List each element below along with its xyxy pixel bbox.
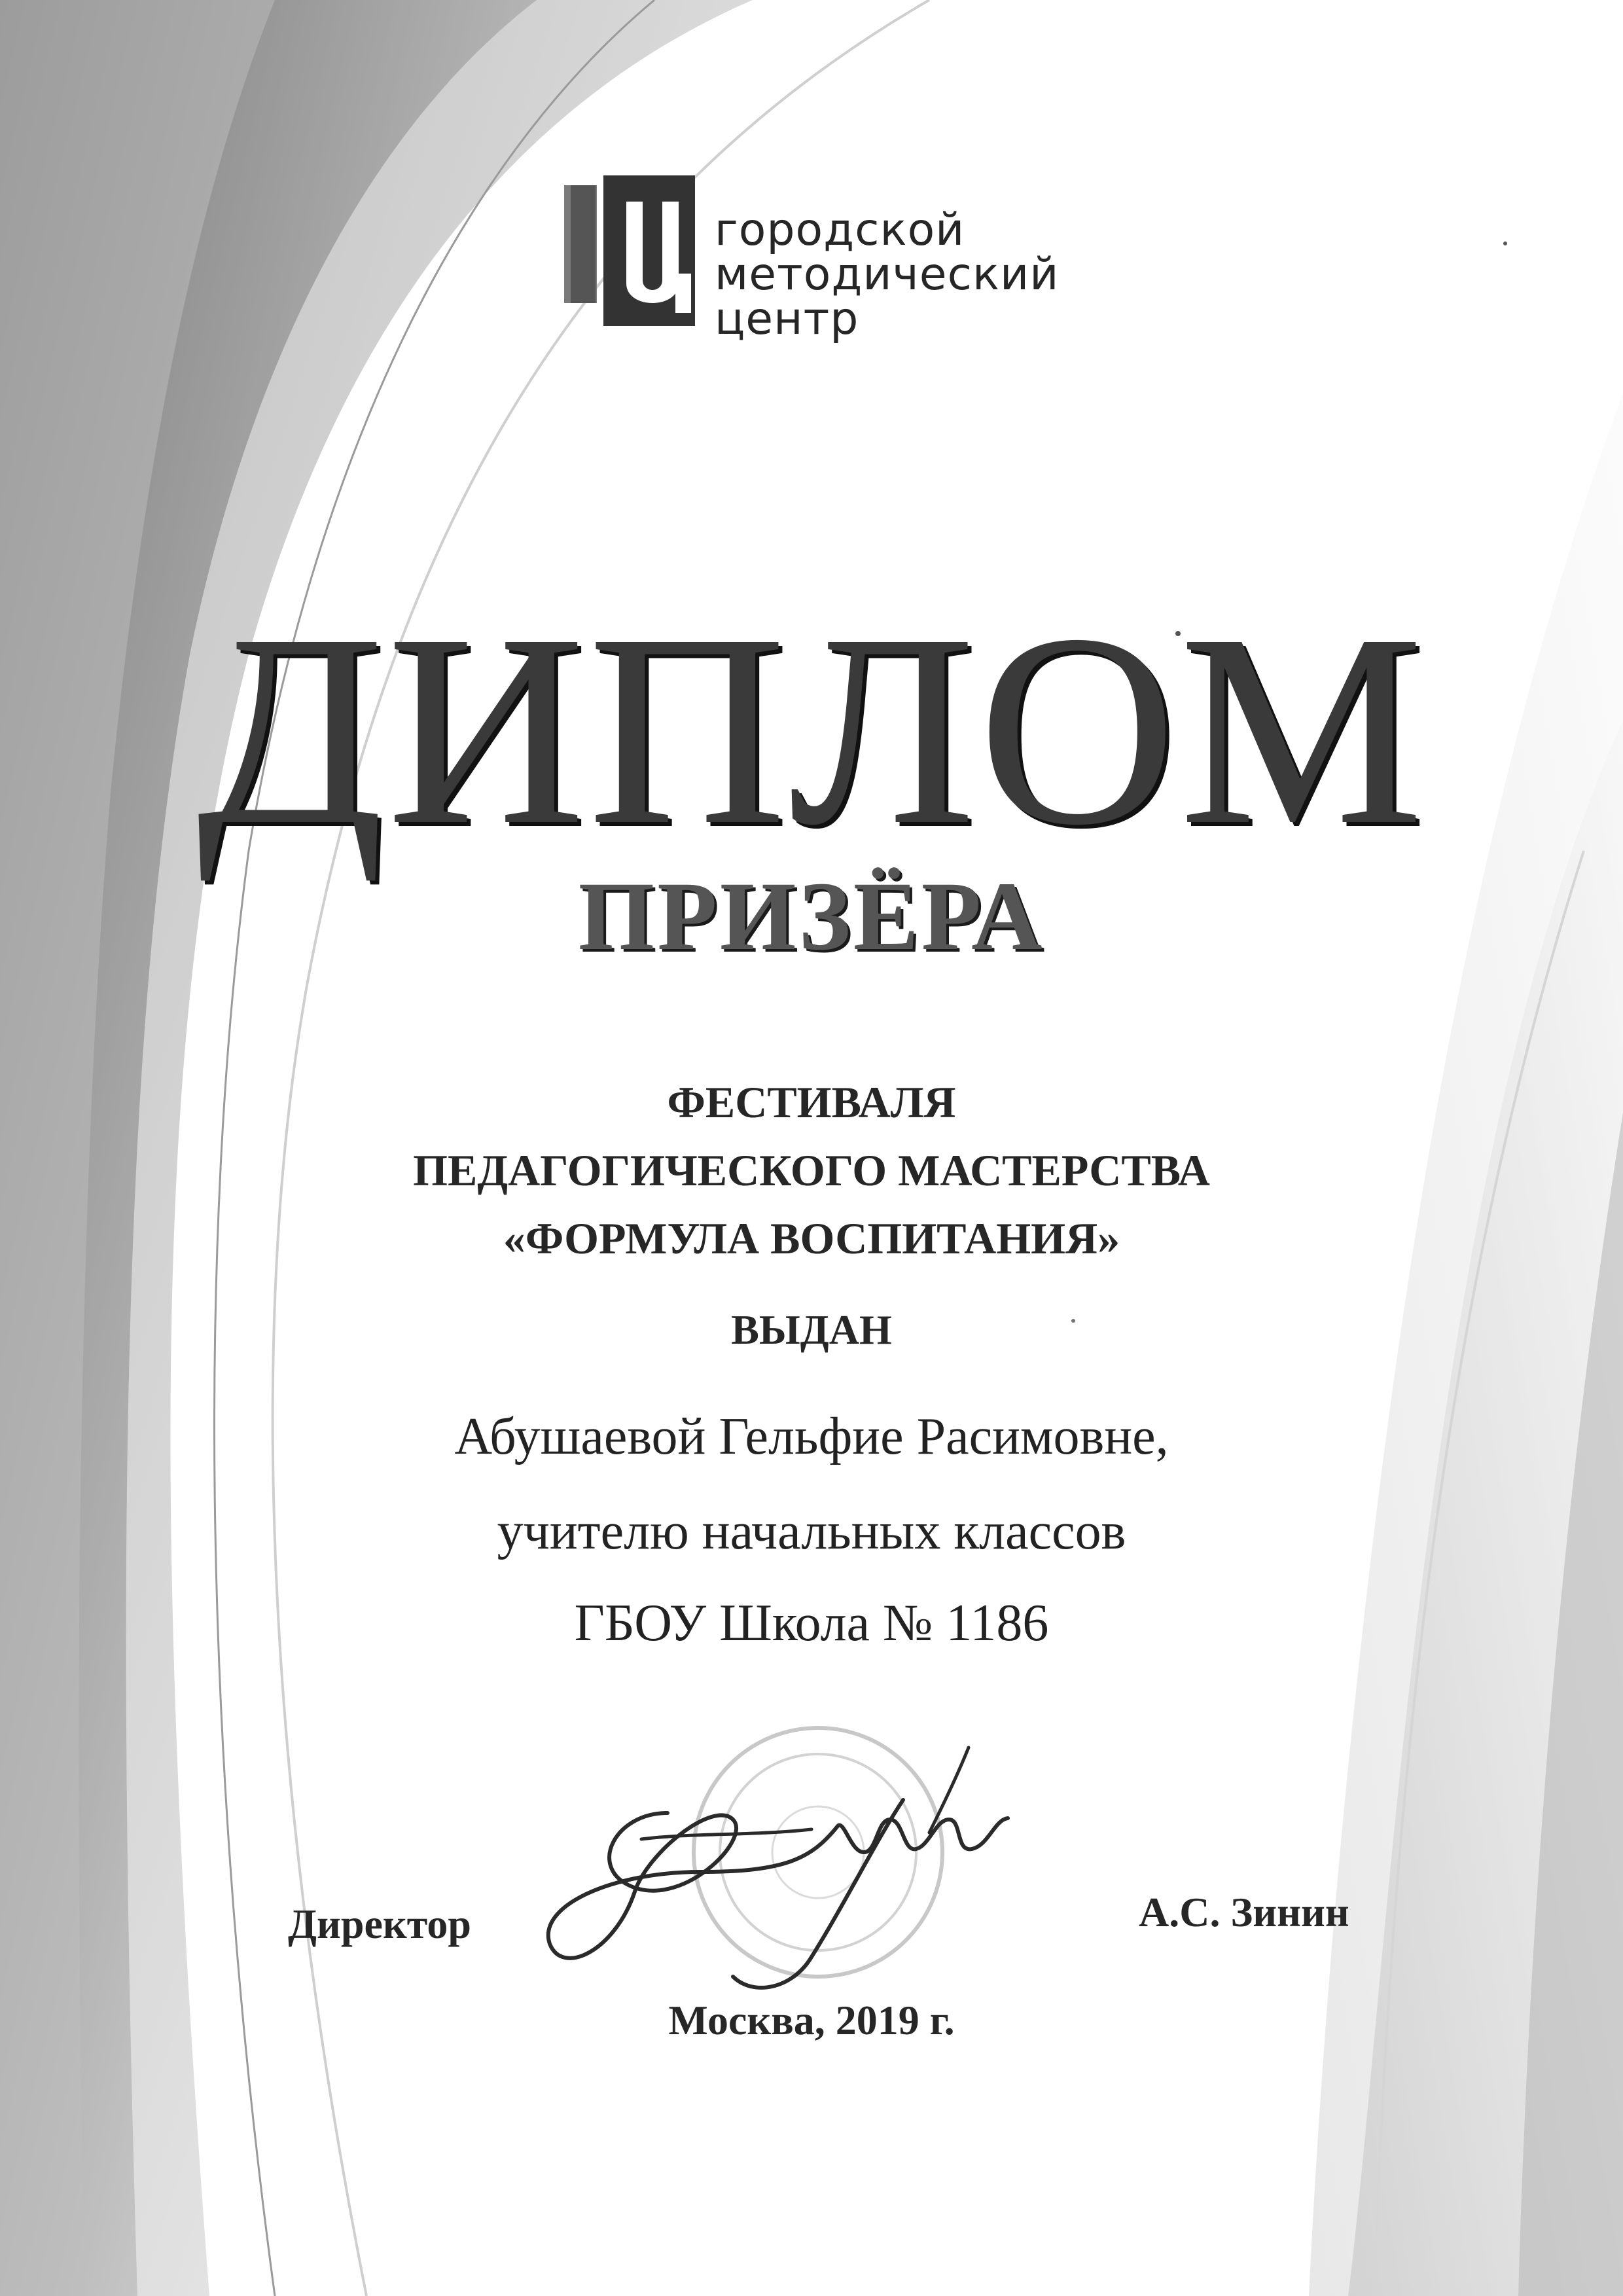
logo-text-line-2: методический xyxy=(715,249,1060,300)
director-label: Директор xyxy=(288,1901,471,1947)
recipient-line: ГБОУ Школа № 1186 xyxy=(574,1594,1049,1652)
recipient-line: учителю начальных классов xyxy=(497,1503,1126,1560)
festival-line: ФЕСТИВАЛЯ xyxy=(667,1077,956,1127)
director-name: А.С. Зинин xyxy=(1139,1889,1349,1935)
diploma-title: ДИПЛОМ xyxy=(196,577,1427,882)
city-year: Москва, 2019 г. xyxy=(668,1997,955,2043)
festival-line: «ФОРМУЛА ВОСПИТАНИЯ» xyxy=(503,1213,1120,1263)
recipient-line: Абушаевой Гельфие Расимовне, xyxy=(454,1408,1169,1465)
festival-line: ПЕДАГОГИЧЕСКОГО МАСТЕРСТВА xyxy=(413,1145,1210,1195)
director-signature xyxy=(537,1721,1034,2003)
logo-text-line-1: городской xyxy=(715,204,965,256)
gmc-logo xyxy=(564,175,1101,346)
logo-text-line-3: центр xyxy=(715,293,859,345)
issued-label: ВЫДАН xyxy=(731,1306,892,1353)
diploma-subtitle: ПРИЗЁРА xyxy=(578,862,1045,971)
gmc-logo-mark-icon xyxy=(564,175,708,326)
